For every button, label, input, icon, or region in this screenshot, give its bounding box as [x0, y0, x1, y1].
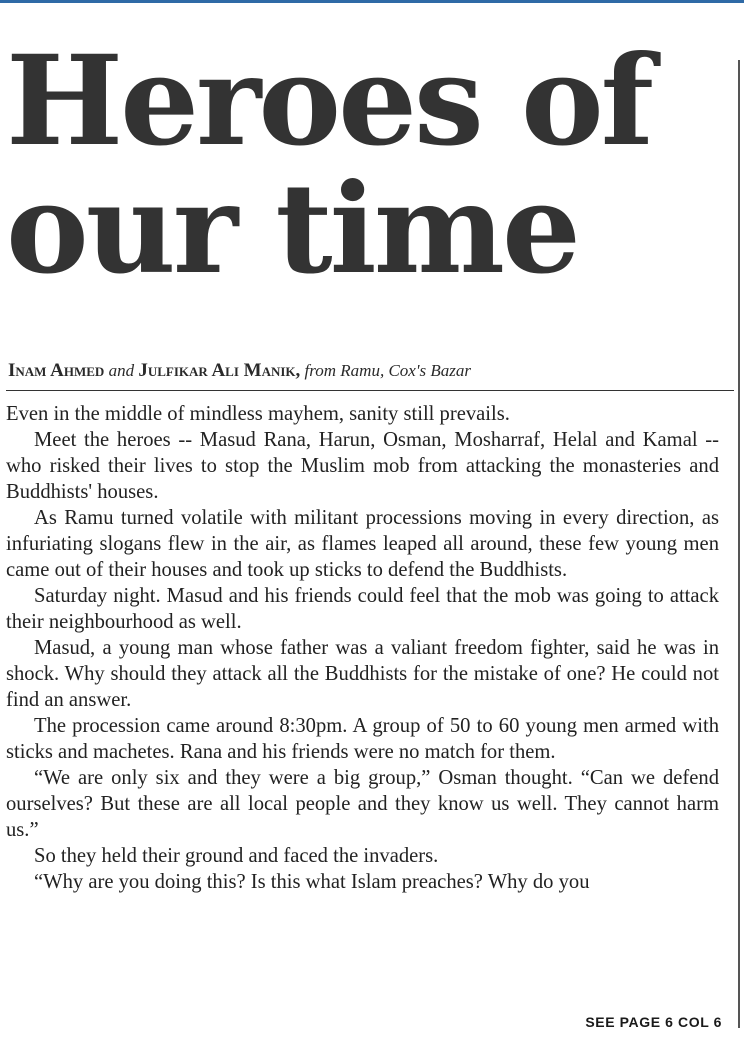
paragraph: Saturday night. Masud and his friends could feel that the mob was going to attack their neighbourhood as well.	[6, 585, 719, 633]
paragraph: As Ramu turned volatile with militant processions moving in every direction, as infuriating slogans flew in the air, as flames leaped all around, these few young men came out of their houses and took up sticks to defend the Buddhists.	[6, 507, 719, 581]
dateline: from Ramu, Cox's Bazar	[304, 361, 471, 380]
byline-conjunction: and	[108, 361, 135, 380]
top-rule	[0, 0, 744, 3]
paragraph: “We are only six and they were a big group,” Osman thought. “Can we defend ourselves? But these are all local people and they know us well. They cannot harm us.”	[6, 767, 719, 841]
column-rule	[738, 60, 740, 1028]
headline	[6, 29, 731, 302]
paragraph: Meet the heroes -- Masud Rana, Harun, Osman, Mosharraf, Helal and Kamal -- who risked their lives to stop the Muslim mob from attacking the monasteries and Buddhists' houses.	[6, 429, 719, 503]
paragraph: “Why are you doing this? Is this what Islam preaches? Why do you	[34, 871, 590, 893]
paragraph: Even in the middle of mindless mayhem, sanity still prevails.	[6, 403, 510, 425]
continuation-note: SEE PAGE 6 COL 6	[585, 1014, 722, 1030]
article-body	[6, 401, 719, 895]
headline-line-2: our time	[6, 157, 578, 302]
byline	[8, 360, 734, 382]
paragraph: Masud, a young man whose father was a valiant freedom fighter, said he was in shock. Why should they attack all the Buddhists for the mistake of one? He could not find an answer.	[6, 637, 719, 711]
headline-line-1: Heroes of	[6, 29, 652, 174]
byline-rule	[6, 390, 734, 391]
author-2: Julfikar Ali Manik,	[138, 360, 301, 381]
author-1: Inam Ahmed	[8, 360, 105, 381]
paragraph: The procession came around 8:30pm. A group of 50 to 60 young men armed with sticks and machetes. Rana and his friends were no match for them.	[6, 715, 719, 763]
paragraph: So they held their ground and faced the invaders.	[34, 845, 439, 867]
